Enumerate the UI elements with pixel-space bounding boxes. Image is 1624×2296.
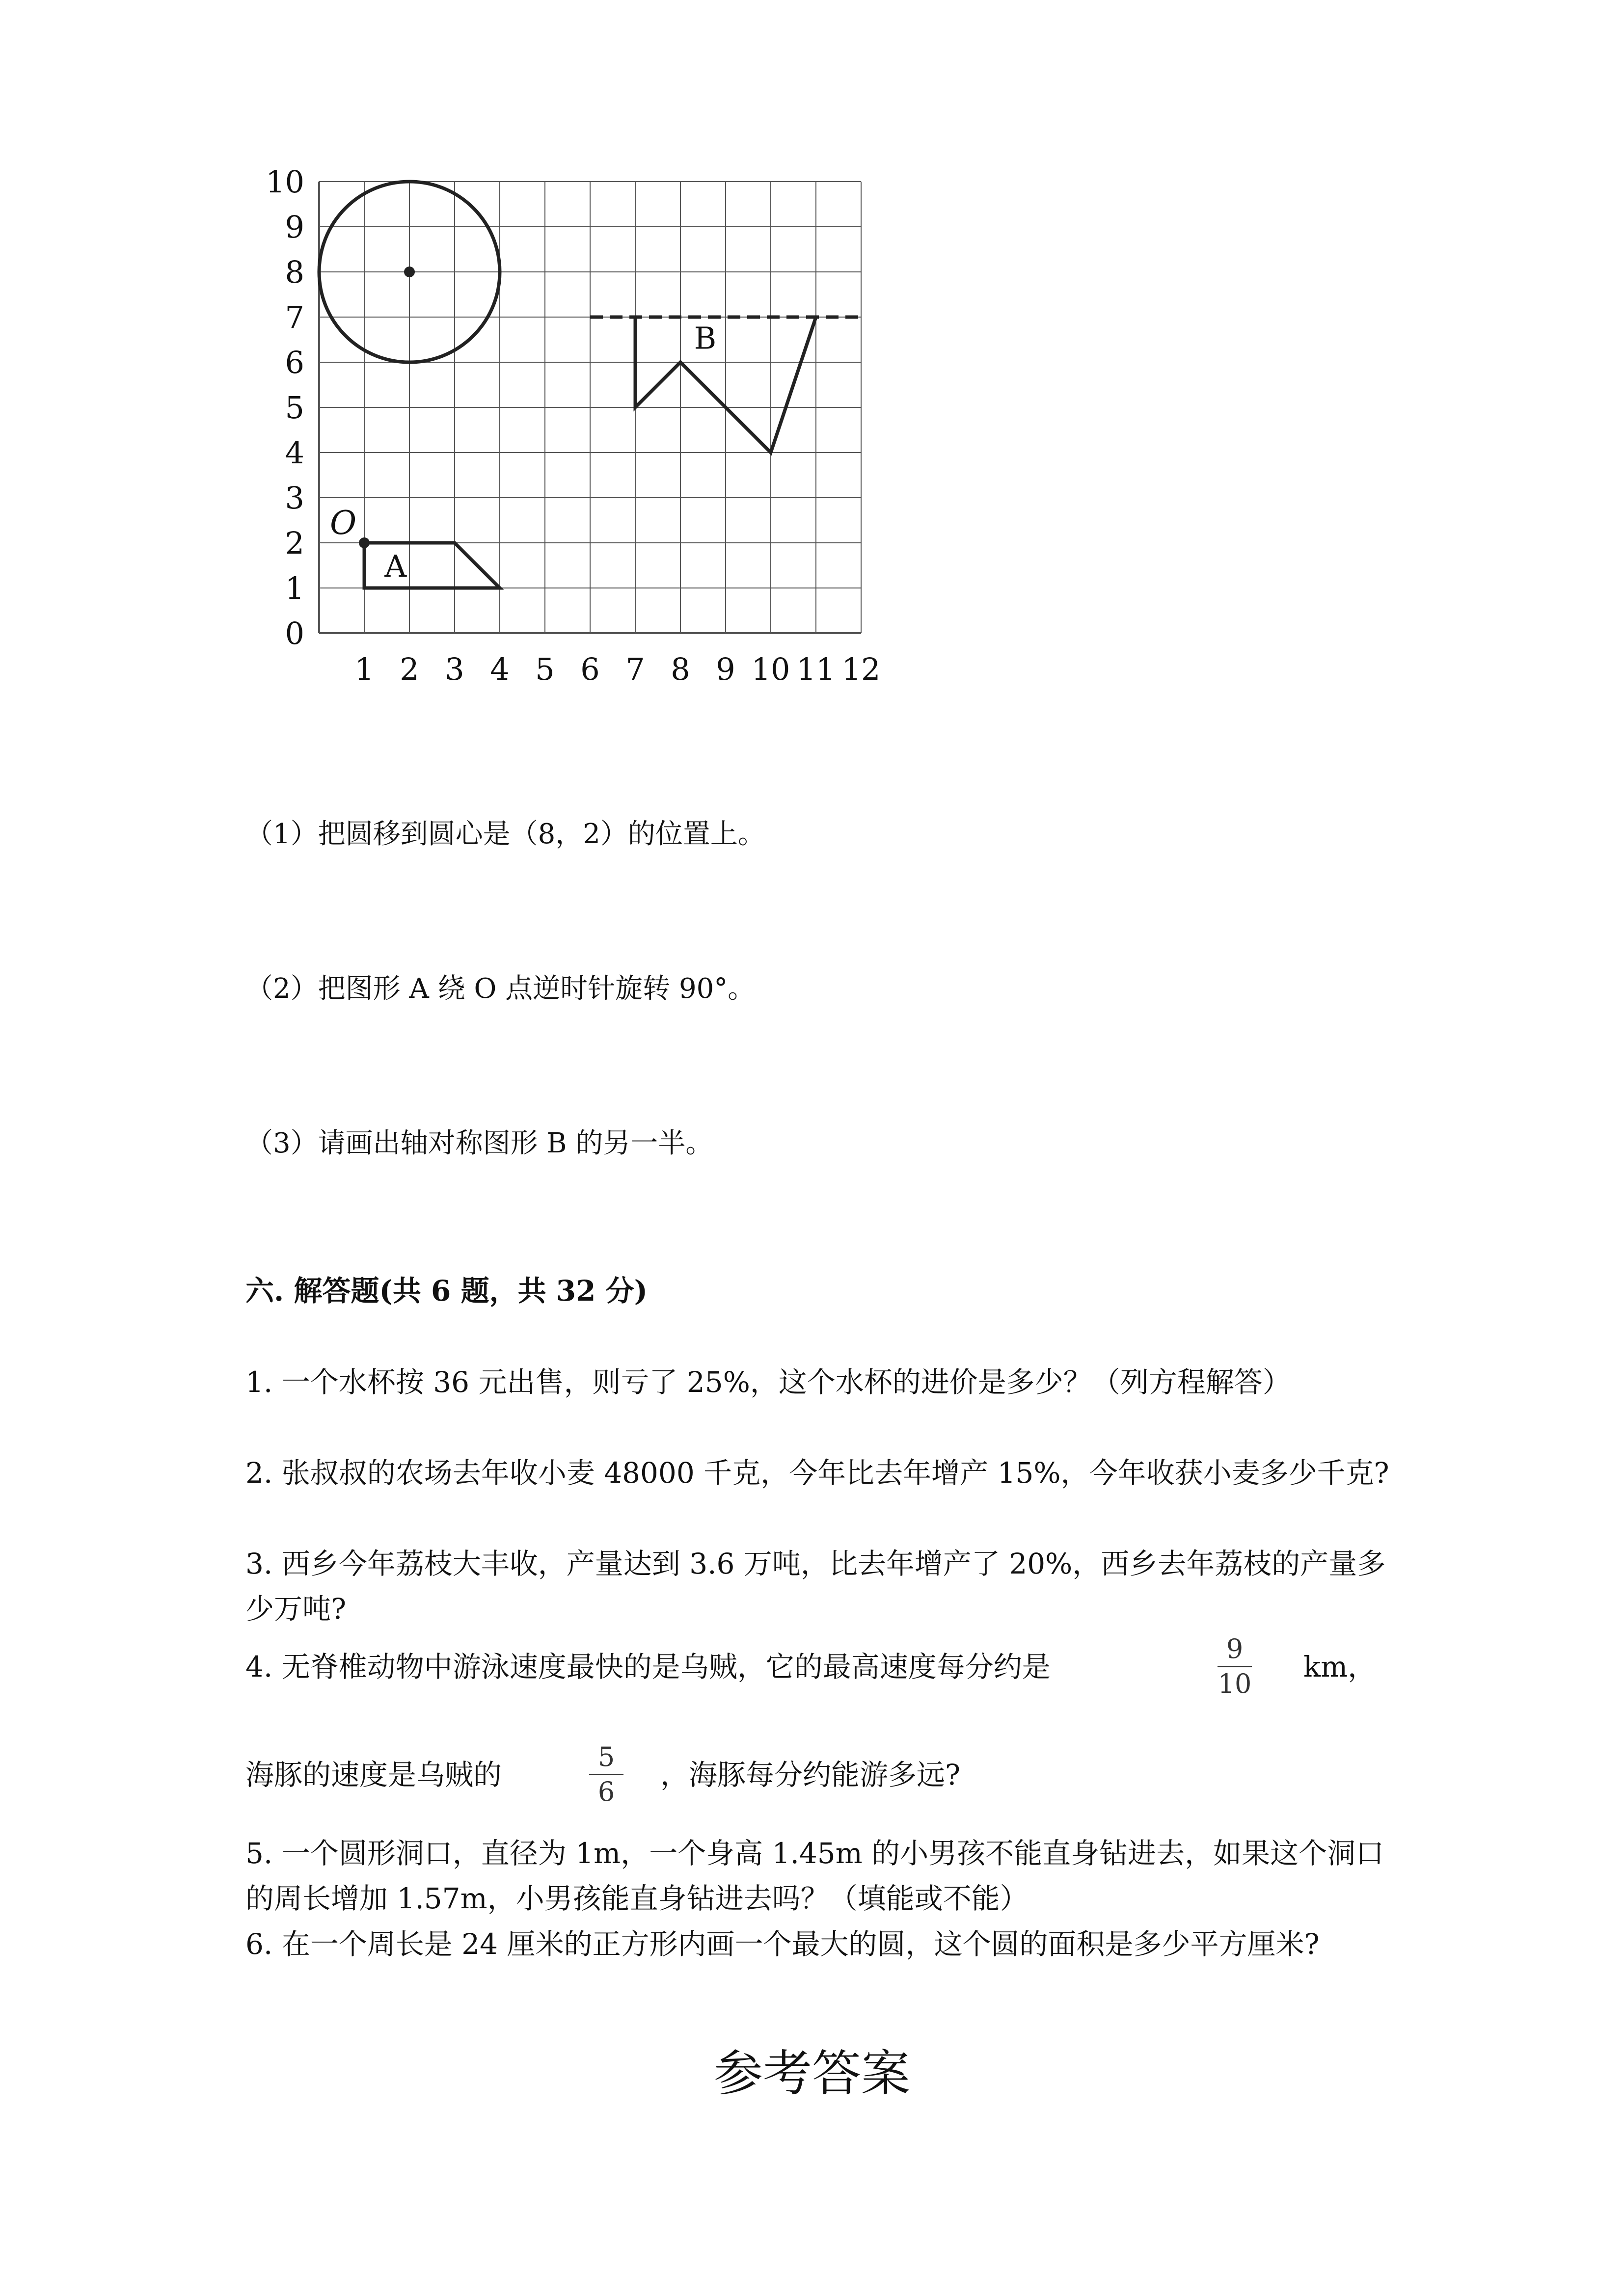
x-tick-label: 12 (841, 651, 881, 687)
y-tick-label: 7 (285, 299, 304, 335)
y-tick-label: 1 (285, 570, 304, 606)
problem-4-text-2: 海豚的速度是乌贼的 (245, 1758, 502, 1791)
problem-4-text-1: 4. 无脊椎动物中游泳速度最快的是乌贼，它的最高速度每分约是 (245, 1650, 1051, 1683)
y-tick-label: 2 (285, 525, 304, 561)
problem-5: 5. 一个圆形洞口，直径为 1m，一个身高 1.45m 的小男孩不能直身钻进去，如果这个洞口的周长增加 1.57m，小男孩能直身钻进去吗？（填能或不能） (245, 1837, 1384, 1915)
x-tick-label: 3 (445, 651, 464, 687)
x-tick-label: 7 (625, 651, 645, 687)
x-tick-label: 10 (751, 651, 790, 687)
y-tick-label: 10 (266, 164, 304, 200)
coordinate-grid-figure (0, 0, 1624, 785)
fraction-nine-tenths (1218, 1634, 1252, 1699)
section-title: 六. 解答题(共 6 题，共 32 分) (245, 1274, 648, 1308)
problem-4-text-3: ，海豚每分约能游多远? (660, 1758, 961, 1791)
question-3: （3）请画出轴对称图形 B 的另一半。 (245, 1127, 713, 1159)
problem-2: 2. 张叔叔的农场去年收小麦 48000 千克，今年比去年增产 15%，今年收获小麦多少千克? (245, 1456, 1389, 1490)
y-tick-label: 8 (285, 254, 304, 290)
circle-center-dot (404, 267, 415, 277)
x-tick-label: 5 (535, 651, 555, 687)
fraction-denominator: 10 (1218, 1668, 1252, 1699)
x-tick-label: 11 (796, 651, 836, 687)
y-tick-label: 5 (285, 390, 304, 426)
question-1: （1）把圆移到圆心是（8，2）的位置上。 (245, 818, 765, 850)
shape-a-label: A (384, 548, 407, 584)
answer-title: 参考答案 (714, 2045, 910, 2102)
y-tick-label: 6 (285, 345, 304, 380)
x-tick-label: 8 (671, 651, 690, 687)
problem-1: 1. 一个水杯按 36 元出售，则亏了 25%，这个水杯的进价是多少？（列方程解答） (245, 1365, 1291, 1399)
y-tick-label: 3 (285, 480, 304, 516)
x-tick-label: 4 (490, 651, 510, 687)
fraction-bar (589, 1774, 623, 1775)
x-tick-label: 1 (354, 651, 374, 687)
y-tick-label: 9 (285, 209, 304, 245)
x-tick-label: 9 (716, 651, 735, 687)
fraction-five-sixths (589, 1742, 623, 1807)
fraction-denominator: 6 (597, 1776, 615, 1807)
problem-6: 6. 在一个周长是 24 厘米的正方形内画一个最大的圆，这个圆的面积是多少平方厘米? (245, 1927, 1320, 1961)
origin-dot (359, 537, 370, 548)
fraction-numerator: 9 (1226, 1633, 1244, 1664)
x-tick-label: 6 (580, 651, 600, 687)
y-tick-label: 4 (285, 435, 304, 471)
problem-4-unit: km， (1303, 1650, 1377, 1683)
question-2: （2）把图形 A 绕 O 点逆时针旋转 90°。 (245, 973, 756, 1005)
problem-3: 3. 西乡今年荔枝大丰收，产量达到 3.6 万吨，比去年增产了 20%，西乡去年荔枝的产量多少万吨? (245, 1547, 1386, 1626)
fraction-bar (1218, 1666, 1252, 1667)
fraction-numerator: 5 (597, 1741, 615, 1772)
x-tick-label: 2 (400, 651, 419, 687)
y-tick-label: 0 (285, 615, 304, 651)
shape-b-label: B (694, 320, 717, 356)
origin-label: O (330, 504, 357, 542)
